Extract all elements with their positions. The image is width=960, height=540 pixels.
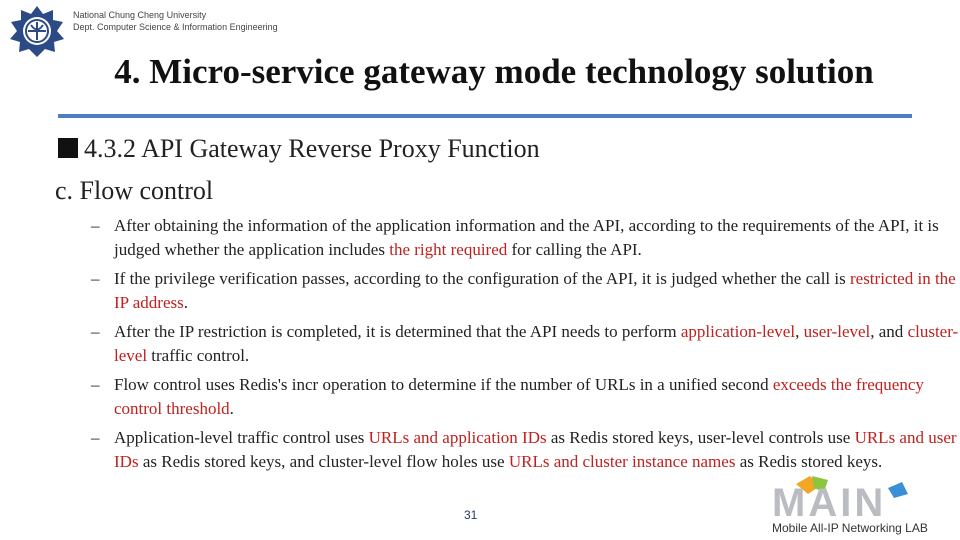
bullet-text: as Redis stored keys, user-level controls use: [546, 428, 855, 447]
section-heading: [58, 134, 540, 164]
bullet-text: for calling the API.: [507, 240, 642, 259]
bullet-text: After obtaining the information of the application information and the API, according to the requirements of the API, it is judged whether the application includes: [114, 216, 939, 259]
bullet-text: Application-level traffic control uses: [114, 428, 369, 447]
highlight-text: user-level: [803, 322, 871, 341]
slide-title: 4. Micro-service gateway mode technology solution: [114, 52, 874, 91]
highlight-text: exceeds the frequency control threshold: [114, 375, 924, 418]
bullet-item: [91, 320, 960, 368]
bullet-text: .: [229, 399, 234, 418]
dash-bullet-icon: –: [91, 216, 100, 235]
bullet-item: [91, 214, 960, 262]
dash-bullet-icon: –: [91, 269, 100, 288]
dash-bullet-icon: –: [91, 375, 100, 394]
dash-bullet-icon: –: [91, 428, 100, 447]
main-wordmark: MAIN: [772, 481, 887, 525]
bullet-item: [91, 426, 960, 474]
bullet-text: Flow control uses Redis's incr operation to determine if the number of URLs in a unified second: [114, 375, 773, 394]
bullet-text: After the IP restriction is completed, it is determined that the API needs to perform: [114, 322, 681, 341]
highlight-text: URLs and user IDs: [114, 428, 957, 471]
department-name: Dept. Computer Science & Information Engineering: [73, 22, 278, 32]
bullet-text: as Redis stored keys.: [735, 452, 883, 471]
main-lab-logo: [768, 474, 958, 540]
bullet-text: ,: [795, 322, 804, 341]
university-header: [73, 9, 278, 33]
highlight-text: application-level: [680, 322, 796, 341]
bullet-text: .: [183, 293, 188, 312]
highlight-text: URLs and application IDs: [368, 428, 547, 447]
highlight-text: restricted in the IP address: [114, 269, 956, 312]
bullet-list: [91, 214, 960, 479]
bullet-text: If the privilege verification passes, according to the configuration of the API, it is judged whether the call is: [114, 269, 850, 288]
highlight-text: the right required: [389, 240, 508, 259]
highlight-text: URLs and cluster instance names: [508, 452, 736, 471]
title-divider: [58, 114, 912, 118]
main-tagline: Mobile All-IP Networking LAB: [772, 521, 928, 535]
section-heading-text: 4.3.2 API Gateway Reverse Proxy Function: [84, 134, 540, 163]
dash-bullet-icon: –: [91, 322, 100, 341]
bullet-item: [91, 267, 960, 315]
square-bullet-icon: [58, 138, 78, 158]
bullet-text: , and: [870, 322, 908, 341]
university-name: National Chung Cheng University: [73, 10, 207, 20]
highlight-text: cluster-level: [114, 322, 959, 365]
bullet-text: as Redis stored keys, and cluster-level flow holes use: [138, 452, 509, 471]
subsection-heading: c. Flow control: [55, 176, 214, 205]
bullet-item: [91, 373, 960, 421]
page-number: 31: [464, 508, 478, 522]
bullet-text: traffic control.: [147, 346, 250, 365]
